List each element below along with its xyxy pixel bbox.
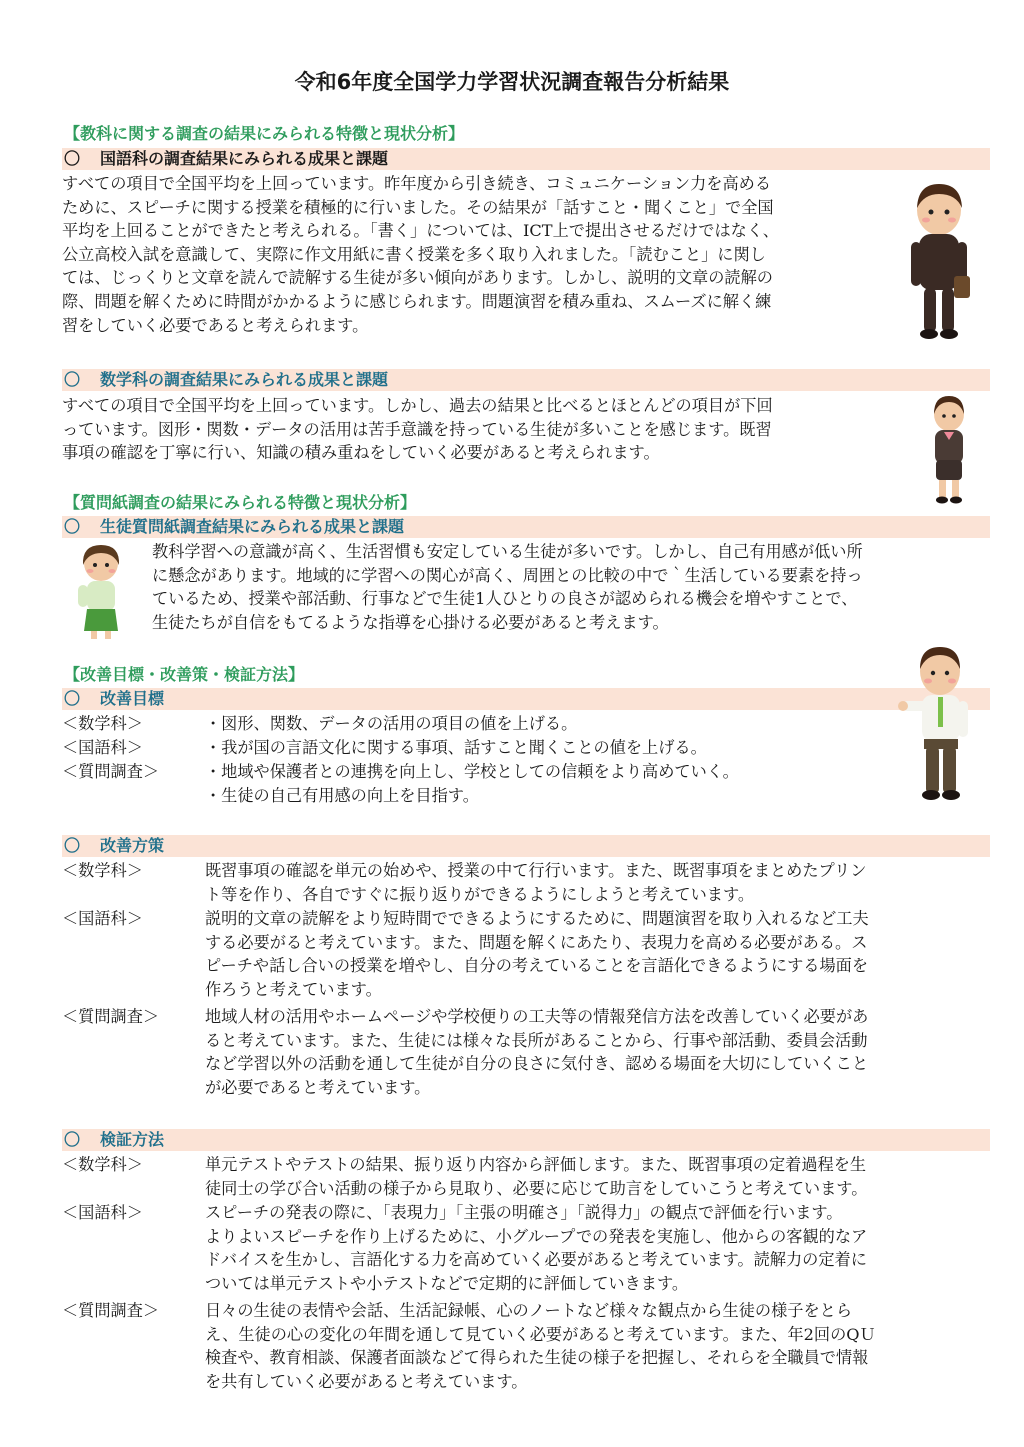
text-line: スピーチの発表の際に、「表現力」「主張の明確さ」「説得力」の観点で評価を行います。 [205,1203,843,1222]
text-line: 平均を上回ることができたと考えられる。「書く」については、ICT上で提出させるだけではなく、 [62,221,779,241]
circle-mark: 〇 [64,517,81,536]
section-heading-improvement: 【改善目標・改善策・検証方法】 [64,665,305,684]
text-line: 単元テストやテストの結果、振り返り内容から評価します。また、既習事項の定着過程を生 [205,1155,867,1174]
row-label: ＜国語科＞ [62,1203,143,1222]
text-line: が必要であると考えています。 [205,1077,431,1097]
row-label: ＜国語科＞ [62,738,143,757]
text-line: え、生徒の心の変化の年間を通して見ていく必要があると考えています。また、年2回のQＵ [205,1324,876,1344]
band-measures [62,835,990,857]
row-label: ＜質問調査＞ [62,1007,160,1026]
band-title: 国語科の調査結果にみられる成果と課題 [100,149,389,168]
row-label: ＜数学科＞ [62,714,143,733]
text-line: 作ろうと考えています。 [205,979,382,999]
female-teacher-figure [72,543,130,643]
band-title: 検証方法 [100,1130,165,1149]
kokugo-paragraph [62,172,779,337]
band-kokugo [62,148,990,170]
band-title: 数学科の調査結果にみられる成果と課題 [100,370,389,389]
text-line: など学習以外の活動を通して生徒が自分の良さに気付き、認める場面を大切にしていくこと [205,1054,869,1074]
text-line: する必要がると考えています。また、問題を解くにあたり、表現力を高める必要がある。ス [205,932,868,952]
text-line: ると考えています。また、生徒には様々な長所があることから、行事や部活動、委員会活動 [205,1030,868,1050]
row-label: ＜数学科＞ [62,1155,143,1174]
questionnaire-paragraph [152,540,863,634]
girl-student-figure [924,394,974,506]
text-line: ・図形、関数、データの活用の項目の値を上げる。 [205,714,578,733]
text-line: ては、じっくりと文章を読んで読解する生徒が多い傾向があります。しかし、説明的文章の読解の [62,268,773,288]
circle-mark: 〇 [64,689,81,708]
band-title: 改善目標 [100,689,165,708]
band-questionnaire [62,516,990,538]
row-label: ＜国語科＞ [62,909,143,928]
section-heading-questionnaire: 【質問紙調査の結果にみられる特徴と現状分析】 [64,493,417,512]
text-line: に懸念があります。地域的に学習への関心が高く、周囲との比較の中で｀生活している要素を持っ [152,565,863,585]
text-line: 際、問題を解くために時間がかかるように感じられます。問題演習を積み重ね、スムーズに解く練 [62,291,772,311]
row-label: ＜質問調査＞ [62,762,160,781]
band-title: 生徒質問紙調査結果にみられる成果と課題 [100,517,405,536]
text-line: よりよいスピーチを作り上げるために、小グループでの発表を実施し、他からの客観的なア [205,1226,868,1246]
text-line: ・地域や保護者との連携を向上し、学校としての信頼をより高めていく。 [205,762,739,781]
text-line: ト等を作り、各自ですぐに振り返りができるようにしようと考えています。 [205,884,755,904]
text-line: ピーチや話し合いの授業を増やし、自分の考えていることを言語化できるようにする場面を [205,956,869,976]
circle-mark: 〇 [64,149,81,168]
section-heading-subjects: 【教科に関する調査の結果にみられる特徴と現状分析】 [64,124,465,143]
text-line: 説明的文章の読解をより短時間でできるようにするために、問題演習を取り入れるなど工夫 [205,909,869,928]
band-verify [62,1129,990,1151]
text-line: 地域人材の活用やホームページや学校便りの工夫等の情報発信方法を改善していく必要があ [205,1007,869,1026]
text-line: 徒同士の学び合い活動の様子から見取り、必要に応じて助言をしていこうと考えています。 [205,1178,868,1198]
band-sugaku [62,369,990,391]
text-line: 公立高校入試を意識して、実際に作文用紙に書く授業を多く取り入れました。「読むこと」に関し [62,244,766,264]
sugaku-paragraph [62,394,773,465]
text-line: 既習事項の確認を単元の始めや、授業の中て行行います。また、既習事項をまとめたプリン [205,861,867,880]
band-goals [62,688,990,710]
text-line: すべての項目で全国平均を上回っています。しかし、過去の結果と比べるとほとんどの項目が下回 [62,396,773,415]
text-line: ドバイスを生かし、言語化する力を高めていく必要があると考えています。読解力の定着に [205,1250,867,1270]
text-line: ・我が国の言語文化に関する事項、話すこと聞くことの値を上げる。 [205,738,707,757]
row-label: ＜数学科＞ [62,861,143,880]
text-line: ために、スピーチに関する授業を積極的に行いました。その結果が「話すこと・聞くこと」で全国 [62,197,774,217]
text-line: 日々の生徒の表情や会話、生活記録帳、心のノートなど様々な観点から生徒の様子をとら [205,1301,853,1320]
circle-mark: 〇 [64,370,81,389]
text-line: を共有していく必要があると考えています。 [205,1371,528,1391]
text-line: ついては単元テストや小テストなどで定期的に評価していきます。 [205,1273,689,1293]
row-label: ＜質問調査＞ [62,1301,160,1320]
page-title: 令和6年度全国学力学習状況調査報告分析結果 [294,70,730,94]
text-line: 教科学習への意識が高く、生活習慣も安定している生徒が多いです。しかし、自己有用感が低い所 [152,542,863,561]
text-line: ているため、授業や部活動、行事などで生徒1人ひとりの良さが認められる機会を増やすことで、 [152,589,858,609]
text-line: っています。図形・関数・データの活用は苦手意識を持っている生徒が多いことを感じます。既習 [62,419,772,439]
text-line: 事項の確認を丁寧に行い、知識の積み重ねをしていく必要があると考えられます。 [62,443,660,463]
band-title: 改善方策 [100,836,165,855]
text-line: すべての項目で全国平均を上回っています。昨年度から引き続き、コミュニケーション力を高める [62,174,772,193]
text-line: 検査や、教育相談、保護者面談などて得られた生徒の様子を把握し、それらを全職員で情報 [205,1348,869,1368]
text-line: 生徒たちが自信をもてるような指導を心掛ける必要があると考えます。 [152,612,669,632]
circle-mark: 〇 [64,836,81,855]
boy-student-figure [906,180,972,345]
text-line: 習をしていく必要であると考えられます。 [62,315,369,335]
text-line: ・生徒の自己有用感の向上を目指す。 [205,785,479,805]
male-teacher-figure [898,643,976,803]
circle-mark: 〇 [64,1130,81,1149]
